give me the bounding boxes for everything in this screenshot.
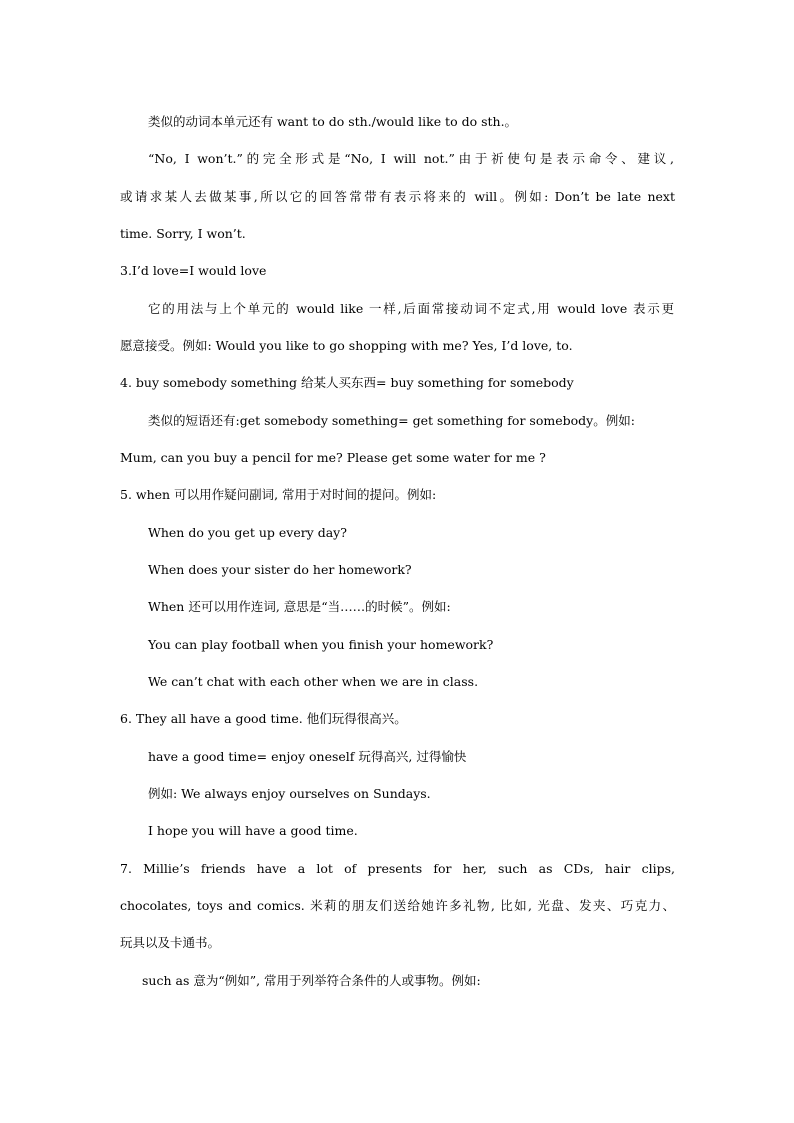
example-line-1: When do you get up every day? <box>148 525 347 540</box>
text-line-1: 类似的动词本单元还有 want to do sth./would like to do sth.。 <box>148 114 518 129</box>
text-line-14: When 还可以用作连词, 意思是“当……的时候”。例如: <box>148 599 451 614</box>
section-heading-3: 3.I’d love=I would love <box>120 263 267 278</box>
text-line-10: Mum, can you buy a pencil for me? Please get some water for me ? <box>120 450 546 465</box>
section-heading-5: 5. when 可以用作疑问副词, 常用于对时间的提问。例如: <box>120 487 437 502</box>
example-line-6: I hope you will have a good time. <box>148 823 358 838</box>
text-line-3: 或请求某人去做某事,所以它的回答常带有表示将来的 will。例如: Don’t be late next <box>120 189 675 204</box>
section-heading-6: 6. They all have a good time. 他们玩得很高兴。 <box>120 711 407 726</box>
text-line-23: 玩具以及卡通书。 <box>120 935 221 950</box>
text-line-9: 类似的短语还有:get somebody something= get something for somebody。例如: <box>148 413 635 428</box>
text-line-24: such as 意为“例如”, 常用于列举符合条件的人或事物。例如: <box>142 973 481 988</box>
text-line-18: have a good time= enjoy oneself 玩得高兴, 过得愉快 <box>148 749 467 764</box>
text-line-7: 愿意接受。例如: Would you like to go shopping with me? Yes, I’d love, to. <box>120 338 573 353</box>
text-line-22: chocolates, toys and comics. 米莉的朋友们送给她许多礼物, 比如, 光盘、发夹、巧克力、 <box>120 898 675 913</box>
text-line-6: 它的用法与上个单元的 would like 一样,后面常接动词不定式,用 would love 表示更 <box>148 301 674 316</box>
text-line-4: time. Sorry, I won’t. <box>120 226 246 241</box>
text-line-2: “No, I won’t.”的完全形式是“No, I will not.”由于祈使句是表示命令、建议, <box>148 151 674 166</box>
example-line-5: 例如: We always enjoy ourselves on Sundays. <box>148 786 431 801</box>
example-line-3: You can play football when you finish your homework? <box>148 637 494 652</box>
example-line-2: When does your sister do her homework? <box>148 562 412 577</box>
section-heading-4: 4. buy somebody something 给某人买东西= buy something for somebody <box>120 375 574 390</box>
section-heading-7: 7. Millie’s friends have a lot of presents for her, such as CDs, hair clips, <box>120 861 675 876</box>
example-line-4: We can’t chat with each other when we are in class. <box>148 674 479 689</box>
